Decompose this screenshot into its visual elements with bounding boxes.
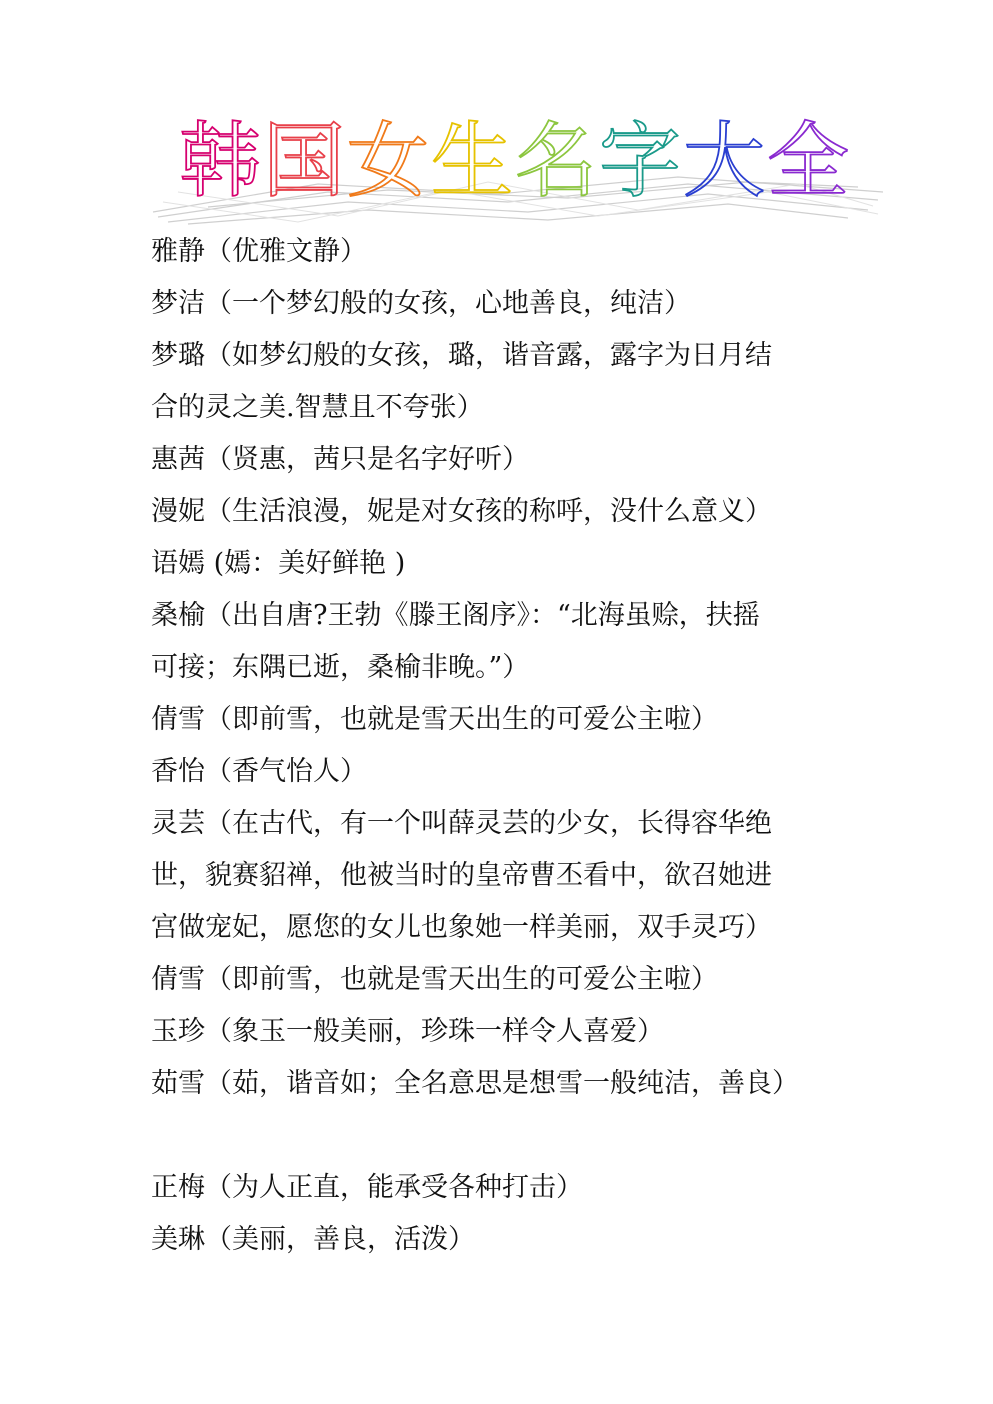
text-line: 漫妮（生活浪漫，妮是对女孩的称呼，没什么意义）	[151, 496, 772, 527]
text-line: 宫做宠妃，愿您的女儿也象她一样美丽，双手灵巧）	[151, 912, 772, 943]
title-characters	[178, 112, 850, 212]
text-line: 灵芸（在古代，有一个叫薛灵芸的少女，长得容华绝	[151, 808, 772, 839]
title-char: 国	[262, 114, 345, 209]
text-line: 惠茜（贤惠，茜只是名字好听）	[151, 444, 529, 475]
title-char: 大	[682, 114, 765, 209]
text-line: 倩雪（即前雪，也就是雪天出生的可爱公主啦）	[151, 704, 718, 735]
title-char: 名	[514, 114, 597, 209]
title-wordart	[148, 112, 888, 227]
title-char: 全	[766, 114, 849, 209]
text-line: 可接；东隅已逝，桑榆非晚。”）	[151, 652, 530, 683]
text-line: 合的灵之美.智慧且不夸张）	[151, 392, 484, 423]
text-line: 倩雪（即前雪，也就是雪天出生的可爱公主啦）	[151, 964, 718, 995]
text-line: 美琳（美丽，善良，活泼）	[151, 1224, 475, 1255]
blank-line	[151, 1110, 871, 1162]
text-line: 梦洁（一个梦幻般的女孩，心地善良，纯洁）	[151, 288, 691, 319]
title-char: 生	[430, 114, 513, 209]
text-line: 正梅（为人正直，能承受各种打击）	[151, 1172, 583, 1203]
text-line: 世，貌赛貂禅，他被当时的皇帝曹丕看中，欲召她进	[151, 860, 772, 891]
title-char: 字	[598, 114, 681, 209]
text-line: 玉珍（象玉一般美丽，珍珠一样令人喜爱）	[151, 1016, 664, 1047]
text-line: 语嫣 (嫣：美好鲜艳 )	[151, 548, 406, 579]
name-list	[151, 226, 871, 1266]
title-char: 女	[346, 114, 429, 209]
title-char: 韩	[178, 114, 261, 209]
text-line: 桑榆（出自唐?王勃《滕王阁序》：“北海虽赊，扶摇	[151, 600, 760, 631]
text-line: 梦璐（如梦幻般的女孩，璐，谐音露，露字为日月结	[151, 340, 772, 371]
text-line: 雅静（优雅文静）	[151, 236, 367, 267]
text-line: 香怡（香气怡人）	[151, 756, 367, 787]
text-line: 茹雪（茹，谐音如；全名意思是想雪一般纯洁，善良）	[151, 1068, 799, 1099]
